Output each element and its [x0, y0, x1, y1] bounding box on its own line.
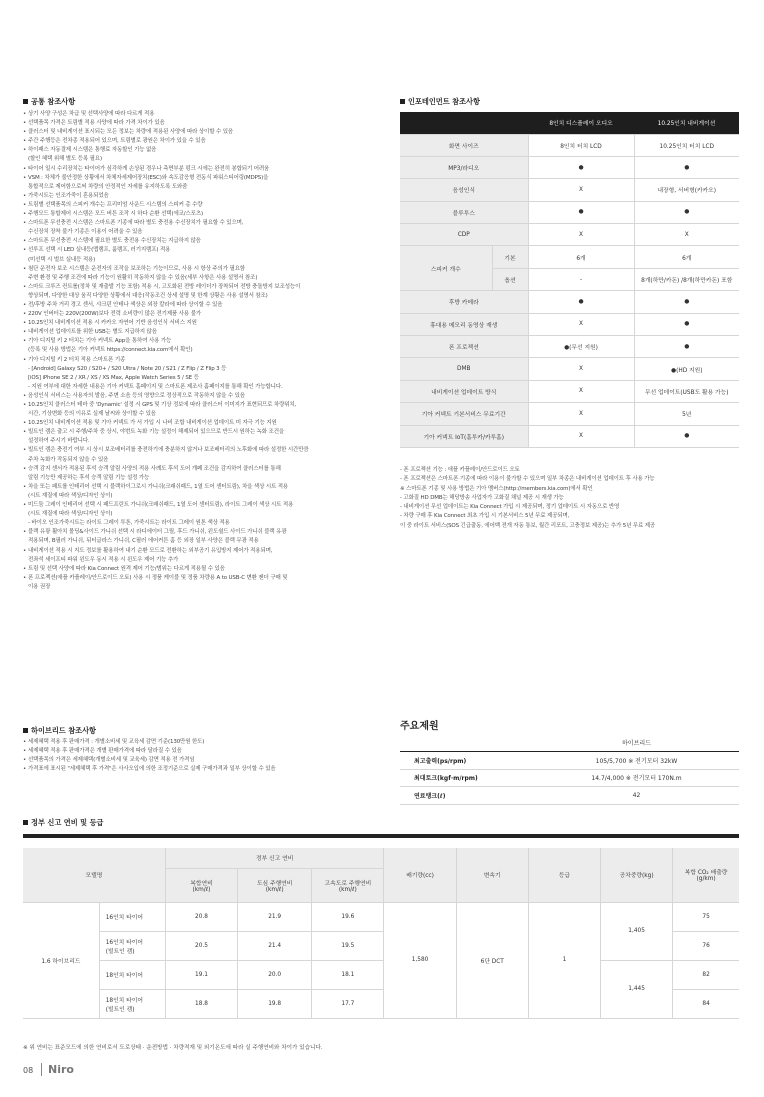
note-item: • 내비게이션 적용 시 지도 정보를 활용하여 내기 순환 모드로 전환하는 외부공기 유입방지 제어가 적용되며, 전좌석 세이프티 파워 윈도우 동시 적용 시 윈도우 제어 기능 추가: [23, 547, 383, 565]
fuel-title: [23, 818, 104, 828]
value-8inch: 6개: [528, 246, 634, 268]
page-number: 08: [23, 1066, 34, 1075]
spec-value: 14.7/4,000 ※ 전기모터 170N.m: [534, 769, 739, 787]
table-row: [400, 769, 739, 787]
value-8inch: ●: [528, 156, 634, 178]
table-row: [400, 752, 739, 770]
table-row: [23, 960, 739, 989]
table-row: [400, 358, 739, 380]
note-item: • 블랙 유광 휠아치 몰딩&사이드 가니쉬 선택 시 라디에이터 그릴, 후드 가니쉬, 윈도쉴드 사이드 가니쉬 블랙 유광 적용되며, B필러 가니쉬, 뒤터글라스 가니쉬, C필러 에어커튼 홈 등 외장 일부 사양은 블랙 무광 적용: [23, 528, 383, 546]
note-item: • 음성인식 서비스는 사용자의 발음, 주변 소음 등의 영향으로 정상적으로 작동하지 않을 수 있음: [23, 392, 383, 401]
row-label: 내비게이션 업데이트 방식: [400, 380, 528, 402]
specs-col-hybrid: 하이브리드: [534, 734, 739, 752]
row-label: 블루투스: [400, 201, 528, 223]
note-item: • 트림별 선택품목의 스피커 개수는 프리미엄 사운드 시스템의 스피커 총 수량: [23, 201, 383, 210]
infotainment-header-blank: [400, 112, 528, 134]
infotainment-notes: [400, 466, 745, 531]
fuel-h-gov: 정부 신고 연비: [165, 848, 384, 868]
value-8inch: X: [528, 380, 634, 402]
value-8inch: 8인치 터치 LCD: [528, 134, 634, 156]
transmission: 6단 DCT: [456, 902, 528, 1018]
table-row: [400, 336, 739, 358]
table-row: [23, 902, 739, 931]
curb-weight: 1,405: [601, 902, 673, 960]
note-item: • 기아 디지털 키 2 터치 적용 스마트폰 기종 - [Android] Galaxy S20 / S20+ / S20 Ultra / Note 20 / S21 / Z Flip / Z Flip 3 등 [iOS] iPhone SE 2 / XR / XS / XS Max, Apple Watch Series 5 / SE 등 - 지원 여부에 대한 자세한 내용은 기아 커넥트 홈페이지 및 스마트폰 제조사 홈페이지를 통해 확인 가능합니다.: [23, 356, 383, 392]
value-8inch: X: [528, 224, 634, 246]
fuel-h-transmission: 변속기: [456, 848, 528, 902]
table-row: [400, 224, 739, 246]
hybrid-notes-list: [23, 738, 383, 774]
note-item: • 선루프 선택 시 LED 실내등(맵램프, 룸램프, 러기지램프) 적용 (미선택 시 벌브 실내등 적용): [23, 246, 383, 264]
note-item: • 클러스터 및 내비게이션 표시되는 모든 정보는 차량에 적용된 사양에 따라 상이할 수 있음: [23, 128, 383, 137]
curb-weight: 1,445: [601, 960, 673, 1018]
fuel-h-combined: 복합연비 (km/ℓ): [165, 868, 237, 902]
note-item: • 트림 및 선택 사양에 따라 Kia Connect 원격 제어 기능/범위는 다르게 적용될 수 있음: [23, 565, 383, 574]
note-item: • VSM : 차체가 불안정한 상황에서 차체자세제어장치(ESC)와 속도감응형 전동식 파워스티어링(MDPS)을 통합적으로 제어함으로써 차량의 안정적인 자세를 유지하도록 도와줌: [23, 174, 383, 192]
tire-option: 16인치 타이어 (빌트인 캠): [99, 931, 165, 960]
spec-label: 최대토크(kgf·m/rpm): [400, 769, 534, 787]
value-1025inch: 8개(하만/카돈) /8개(하만카돈) 포함: [634, 268, 739, 290]
infotainment-title-text: 인포테인먼트 참조사항: [408, 97, 480, 106]
fuel-footnote: ※ 위 연비는 표준모드에 의한 연비로서 도로상태 · 운전방법 · 차량적재 및 외기온도에 따라 실 주행연비와 차이가 있습니다.: [23, 1045, 323, 1051]
value-8inch: X: [528, 425, 634, 447]
table-row: [400, 291, 739, 313]
highway-efficiency: 17.7: [312, 989, 384, 1018]
row-label: CDP: [400, 224, 528, 246]
note-item: • 첨단 운전자 보조 시스템은 운전자의 조작을 보조하는 기능이므로, 사용 시 항상 주의가 필요함 주변 환경 및 주행 조건에 따라 기능이 원활히 작동하지 않을 수 있음(세부 사항은 사용 설명서 참조): [23, 265, 383, 283]
fuel-h-weight: 공차중량(kg): [601, 848, 673, 902]
fuel-h-highway: 고속도로 주행연비 (km/ℓ): [312, 868, 384, 902]
infotainment-header-row: [400, 112, 739, 134]
row-label: 폰 프로젝션: [400, 336, 528, 358]
highway-efficiency: 19.5: [312, 931, 384, 960]
square-bullet-icon: [23, 728, 28, 733]
note-item: • 10.25인치 내비게이션 적용 및 기아 커넥트 가 서 가입 시 나비 조합 내비게이션 업데이트 미 자극 기능 지원: [23, 419, 383, 428]
speaker-basic-label: 기본: [492, 246, 528, 268]
common-notes-title-text: 공통 참조사항: [31, 97, 76, 106]
city-efficiency: 19.8: [238, 989, 312, 1018]
spec-value: 42: [534, 787, 739, 805]
city-efficiency: 21.4: [238, 931, 312, 960]
value-8inch: ●: [528, 201, 634, 223]
value-8inch: X: [528, 179, 634, 201]
value-1025inch: 무선 업데이트(USB도 활용 가능): [634, 380, 739, 402]
note-item: • 세제혜택 적용 후 판매가격 : 개별소비세 및 교육세 감면 기준(130만원 한도): [23, 738, 383, 747]
value-1025inch: ●: [634, 291, 739, 313]
note-item: • 기아 디지털 키 2 터치는 기아 커넥트 App을 통하여 사용 가능 (등록 및 사용 방법은 기아 커넥트 https://connect.kia.com에서 확인): [23, 337, 383, 355]
value-1025inch: ●: [634, 156, 739, 178]
square-bullet-icon: [23, 99, 28, 104]
specs-header-row: [400, 734, 739, 752]
tire-option: 18인치 타이어: [99, 960, 165, 989]
fuel-h-displacement: 배기량(cc): [384, 848, 456, 902]
infotainment-title: [400, 97, 480, 107]
row-label: MP3/라디오: [400, 156, 528, 178]
tire-option: 18인치 타이어 (빌트인 캠): [99, 989, 165, 1018]
value-8inch: -: [528, 268, 634, 290]
common-notes-list: [23, 110, 383, 592]
model-name: 1.6 하이브리드: [23, 902, 99, 1018]
spec-value: 105/5,700 ※ 전기모터 32kW: [534, 752, 739, 770]
row-label: 화면 사이즈: [400, 134, 528, 156]
note-item: • 차을 또는 패트를 인테리어 선택 시 블랙하이그로시 가니쉬(크래쉬패드, 1열 도어 센터트림), 차을 색상 시트 적용 (시트 재질에 따라 색상/디자인 상이): [23, 483, 383, 501]
fuel-title-rule: [23, 834, 739, 838]
combined-efficiency: 20.8: [165, 902, 237, 931]
note-item: • 타이어 일시 수리장치는 타이어가 심각하게 손상된 경우나 측면부분 펑크 시에는 완전히 봉합되기 어려움: [23, 165, 383, 174]
note-item: - 폰 프로젝션 기능 : 애플 카플레이/안드로이드 오토: [400, 467, 520, 473]
note-item: • 세제혜택 적용 후 판매가격은 개별 판매가격에 따라 달라질 수 있음: [23, 747, 383, 756]
note-item: • 하이패스 자동결제 시스템은 통행료 자동할인 기능 없음 (할인 혜택 위해 별도 등록 필요): [23, 146, 383, 164]
highway-efficiency: 18.1: [312, 960, 384, 989]
common-notes-title: [23, 97, 75, 107]
table-row: [400, 787, 739, 805]
value-8inch: X: [528, 358, 634, 380]
fuel-h-city: 도심 주행연비 (km/ℓ): [238, 868, 312, 902]
co2-emission: 76: [673, 931, 739, 960]
spec-label: 연료탱크(ℓ): [400, 787, 534, 805]
table-row: [400, 246, 739, 268]
note-item: • 가격표에 표시된 "세제혜택 후 가격"은 사사오입에 의한 조정기준으로 실제 구매가격과 일부 상이할 수 있음: [23, 765, 383, 774]
displacement: 1,580: [384, 902, 456, 1018]
row-label: 기아 커넥트 기본서비스 무료기간: [400, 403, 528, 425]
note-item: • 전/후방 주차 거리 경고 센서, 샤크핀 안테나 색상은 외장 칼라에 따라 상이할 수 있음: [23, 301, 383, 310]
value-1025inch: ●(HD 지원): [634, 358, 739, 380]
table-row: [400, 380, 739, 402]
table-row: [400, 425, 739, 447]
speaker-label: 스피커 개수: [400, 246, 492, 291]
value-1025inch: 5년: [634, 403, 739, 425]
note-item: • 선택품목의 가격은 세제혜택(개별소비세 및 교육세) 감면 적용 전 가격임: [23, 756, 383, 765]
table-row: [400, 156, 739, 178]
note-item: • 내비게이션 업데이트를 위한 USB는 별도 지급하지 않음: [23, 328, 383, 337]
square-bullet-icon: [23, 820, 28, 825]
note-item: • 선택품목 가격은 트림별 적용 사양에 따라 가격 차이가 있음: [23, 119, 383, 128]
specs-header-blank: [400, 734, 534, 752]
table-row: [400, 179, 739, 201]
value-1025inch: 6개: [634, 246, 739, 268]
infotainment-col-8inch: 8인치 디스플레이 오디오: [528, 112, 634, 134]
note-item: - 고화질 HD DMB는 해당방송 사업자가 고화질 채널 제공 시 재생 가능: [400, 494, 564, 501]
note-item: • 승객 감지 센서가 적용된 후석 승객 알림 사양의 적용 사례도 후석 도어 개폐 조건을 감지하여 클러스터를 통해 알림 기능만 제공하는 후석 승객 알림 기능 설정 가능: [23, 465, 383, 483]
value-8inch: ●(무선 지원): [528, 336, 634, 358]
specs-title: 주요제원: [400, 721, 439, 732]
note-item: - 폰 프로젝션은 스마트폰 기종에 따라 이용이 불가할 수 있으며 일부 차종은 내비게이션 업데이트 후 사용 가능 ※ 스마트폰 기종 및 사용 방법은 기아 멤버스(http://members.kia.com)에서 확인: [400, 476, 655, 492]
note-item: • 미드둠 그레이 인테리어 선택 시 패드프린트 가니쉬(크래쉬패드, 1열 도어 센터트림), 라이트 그레이 색상 시트 적용 (시트 재질에 따라 색상/디자인 상이) - 바이오 인조가죽시트는 라이트 그레이 투톤, 가죽시트는 라이트 그레이 원톤 색상 적용: [23, 501, 383, 528]
value-1025inch: 10.25인치 터치 LCD: [634, 134, 739, 156]
co2-emission: 84: [673, 989, 739, 1018]
row-label: 기아 커넥트 IoT(홈투카/카투홈): [400, 425, 528, 447]
row-label: 후방 카메라: [400, 291, 528, 313]
fuel-table: [23, 848, 739, 1019]
hybrid-notes-title: [23, 726, 96, 736]
note-item: • 가죽시트는 인조가죽이 혼용되었음: [23, 192, 383, 201]
note-item: • 220V 인버터는 220V(200W)보다 전력 소비량이 많은 전기제품 사용 불가: [23, 310, 383, 319]
table-row: [400, 201, 739, 223]
note-item: • 스마트폰 무선충전 시스템은 스마트폰 기종에 따라 별도 충전용 수신장치가 필요할 수 있으며, 수신장치 장착 불가 기종은 이용이 어려울 수 있음: [23, 219, 383, 237]
specs-table: [400, 734, 739, 805]
tire-option: 16인치 타이어: [99, 902, 165, 931]
value-8inch: X: [528, 313, 634, 335]
value-1025inch: ●: [634, 313, 739, 335]
note-item: - 차량 구매 후 Kia Connect 최초 가입 시 기본서비스 5년 무료 제공되며, 이 중 라이트 서비스(SOS 긴급출동, 에어백 전개 자동 통보, 월간 리포트, 고충정보 제공)는 추가 5년 무료 제공: [400, 513, 656, 529]
co2-emission: 82: [673, 960, 739, 989]
speaker-option-label: 옵션: [492, 268, 528, 290]
fuel-h-grade: 등급: [528, 848, 600, 902]
note-item: • 상기 사양 구성은 차급 및 선택사양에 따라 다르게 적용: [23, 110, 383, 119]
combined-efficiency: 18.8: [165, 989, 237, 1018]
infotainment-table: [400, 112, 739, 448]
value-1025inch: 내장형, 서버형(카카오): [634, 179, 739, 201]
city-efficiency: 20.0: [238, 960, 312, 989]
footer-divider: [41, 1063, 42, 1076]
infotainment-col-1025inch: 10.25인치 내비게이션: [634, 112, 739, 134]
value-8inch: ●: [528, 291, 634, 313]
row-label: DMB: [400, 358, 528, 380]
note-item: • 주행모드 통합제어 시스템은 모드 버튼 조작 시 하다 순환 선택(에코/스포츠): [23, 210, 383, 219]
row-label: 휴대용 메모리 동영상 재생: [400, 313, 528, 335]
table-row: [400, 313, 739, 335]
combined-efficiency: 19.1: [165, 960, 237, 989]
highway-efficiency: 19.6: [312, 902, 384, 931]
note-item: • 스마트 크루즈 컨트롤(정차 및 재출발 기능 포함) 적용 시, 고도화된 전방 레이더가 장착되어 전방 충돌방지 보조성능이 향상되며, 다양한 대상 움직 다양한 상황에서 대응(작동조건 상세 설명 및 한계 상황은 사용 설명서 참조): [23, 283, 383, 301]
table-row: [400, 134, 739, 156]
note-item: • 폰 프로젝션(애플 카플레이/안드로이드 오토) 사용 시 정품 케이블 및 정품 차량용 A to USB-C 변환 젠더 구매 및 이용 권장: [23, 574, 383, 592]
note-item: • 스마트폰 무선충전 시스템에 필요한 별도 충전용 수신장치는 지급하지 않음: [23, 237, 383, 246]
value-8inch: X: [528, 403, 634, 425]
note-item: • 10.25인치 내비게이션 적용 시 카카오 자연어 기반 음성인식 서비스 지원: [23, 319, 383, 328]
value-1025inch: X: [634, 224, 739, 246]
spec-label: 최고출력(ps/rpm): [400, 752, 534, 770]
co2-emission: 75: [673, 902, 739, 931]
value-1025inch: ●: [634, 201, 739, 223]
city-efficiency: 21.9: [238, 902, 312, 931]
hybrid-notes-title-text: 하이브리드 참조사항: [31, 726, 96, 735]
note-item: • 빌트인 캠은 충전기 여부 시 상시 보조배터리를 충전하기에 충분하지 않거나 보조배터리의 노후화에 따라 설정한 시간만큼 주차 녹화가 작동되지 않을 수 있음: [23, 446, 383, 464]
note-item: • 주간 주행등은 전차종 적용되어 있으며, 트림별로 광원은 차이가 있을 수 있음: [23, 137, 383, 146]
square-bullet-icon: [400, 99, 405, 104]
grade: 1: [528, 902, 600, 1018]
note-item: • 빌트인 캠은 출고 시 주행/주차 중 상시, 야번트 녹화 기능 설정이 해제되어 있으므로 반드시 원하는 녹화 조건을 설정하여 주시기 바랍니다.: [23, 428, 383, 446]
brand-name: Niro: [48, 1063, 74, 1076]
row-label: 음성인식: [400, 179, 528, 201]
fuel-h-model: 모델명: [23, 848, 165, 902]
combined-efficiency: 20.5: [165, 931, 237, 960]
value-1025inch: ●: [634, 425, 739, 447]
fuel-title-text: 정부 신고 연비 및 등급: [31, 818, 104, 827]
value-1025inch: ●: [634, 336, 739, 358]
fuel-h-co2: 복합 CO₂ 배출량 (g/km): [673, 848, 739, 902]
note-item: • 10.25인치 클러스터 테마 중 'Dynamic' 설정 시 GPS 및 기상 정보에 따라 클러스터 이미지가 표현되므로 차량위치, 시간, 기상변화 등의 이유로 실제 날씨와 상이할 수 있음: [23, 401, 383, 419]
note-item: - 내비게이션 무선 업데이트는 Kia Connect 가입 시 제공되며, 정기 업데이트 시 자동으로 반영: [400, 504, 620, 511]
table-row: [400, 403, 739, 425]
fuel-header-row-1: [23, 848, 739, 868]
